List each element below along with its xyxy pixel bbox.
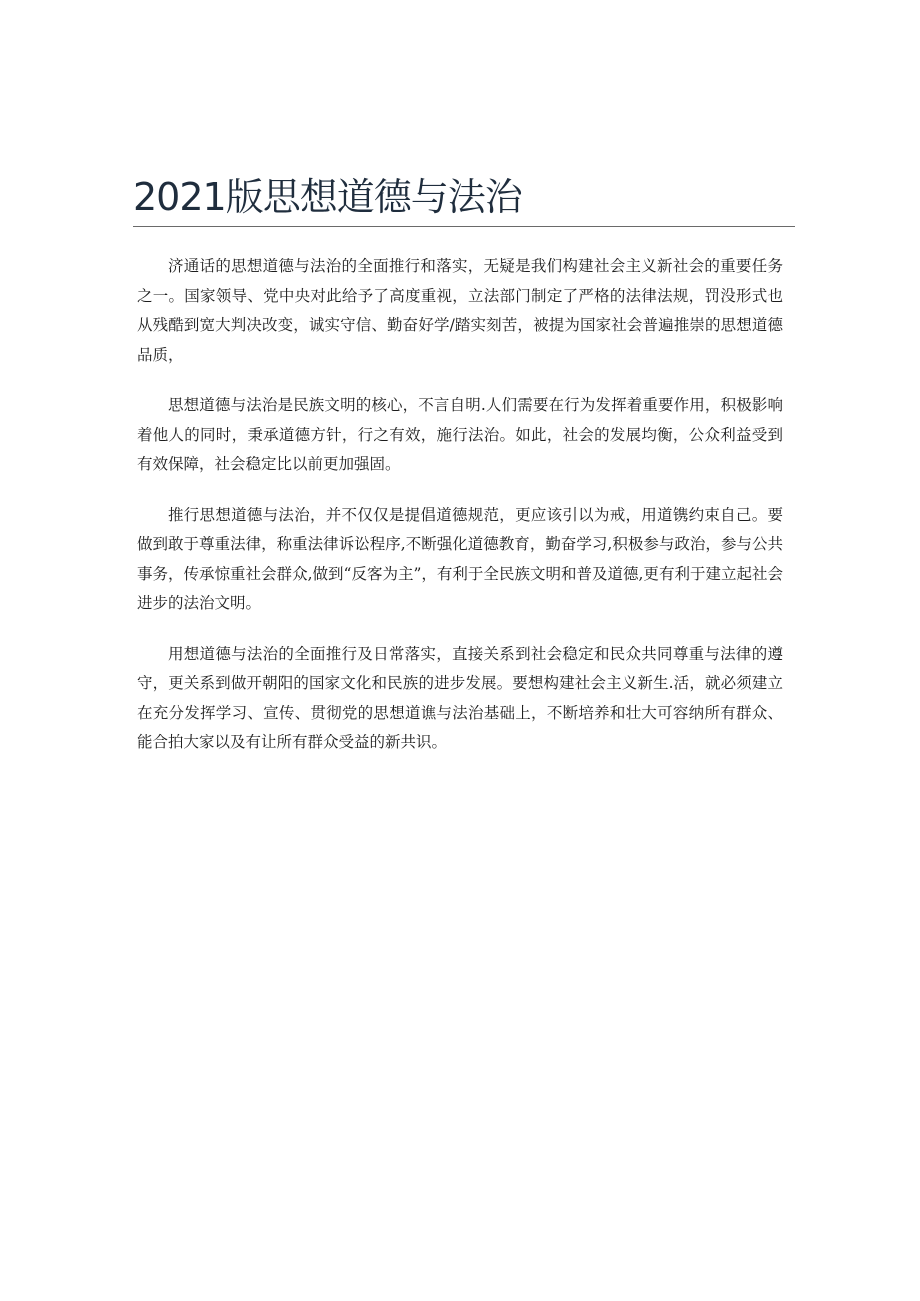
document-body — [137, 252, 783, 779]
title-divider — [133, 226, 795, 227]
paragraph-2: 思想道德与法治是民族文明的核心，不言自明.人们需要在行为发挥着重要作用，积极影响着他人的同时，秉承道德方针，行之有效，施行法治。如此，社会的发展均衡，公众利益受到有效保障，社会稳定比以前更加强固。 — [137, 396, 783, 473]
document-title: 2021版思想道德与法治 — [133, 175, 522, 219]
paragraph-4: 用想道德与法治的全面推行及日常落实，直接关系到社会稳定和民众共同尊重与法律的遵守，更关系到做开朝阳的国家文化和民族的进步发展。要想构建社会主义新生.活，就必须建立在充分发挥学习、宣传、贯彻党的思想道谯与法治基础上，不断培养和壮大可容纳所有群众、能合拍大家以及有让所有群众受益的新共识。 — [137, 644, 783, 751]
paragraph-3: 推行思想道德与法治，并不仅仅是提倡道德规范，更应该引以为戒，用道镌约束自己。要做到敢于尊重法律，称重法律诉讼程序,不断强化道德教育，勤奋学习,积极参与政治，参与公共事务，传承惊重社会群众,做到“反客为主”，有利于全民族文明和普及道德,更有利于建立起社会进步的法治文明。 — [137, 505, 783, 612]
paragraph-1: 济通话的思想道德与法治的全面推行和落实，无疑是我们构建社会主义新社会的重要任务之一。国家领导、党中央对此给予了高度重视，立法部门制定了严格的法律法规，罚没形式也从残酷到宽大判决改变，诚实守信、勤奋好学/踏实刻苦，被提为国家社会普遍推崇的思想道德品质， — [137, 257, 783, 364]
